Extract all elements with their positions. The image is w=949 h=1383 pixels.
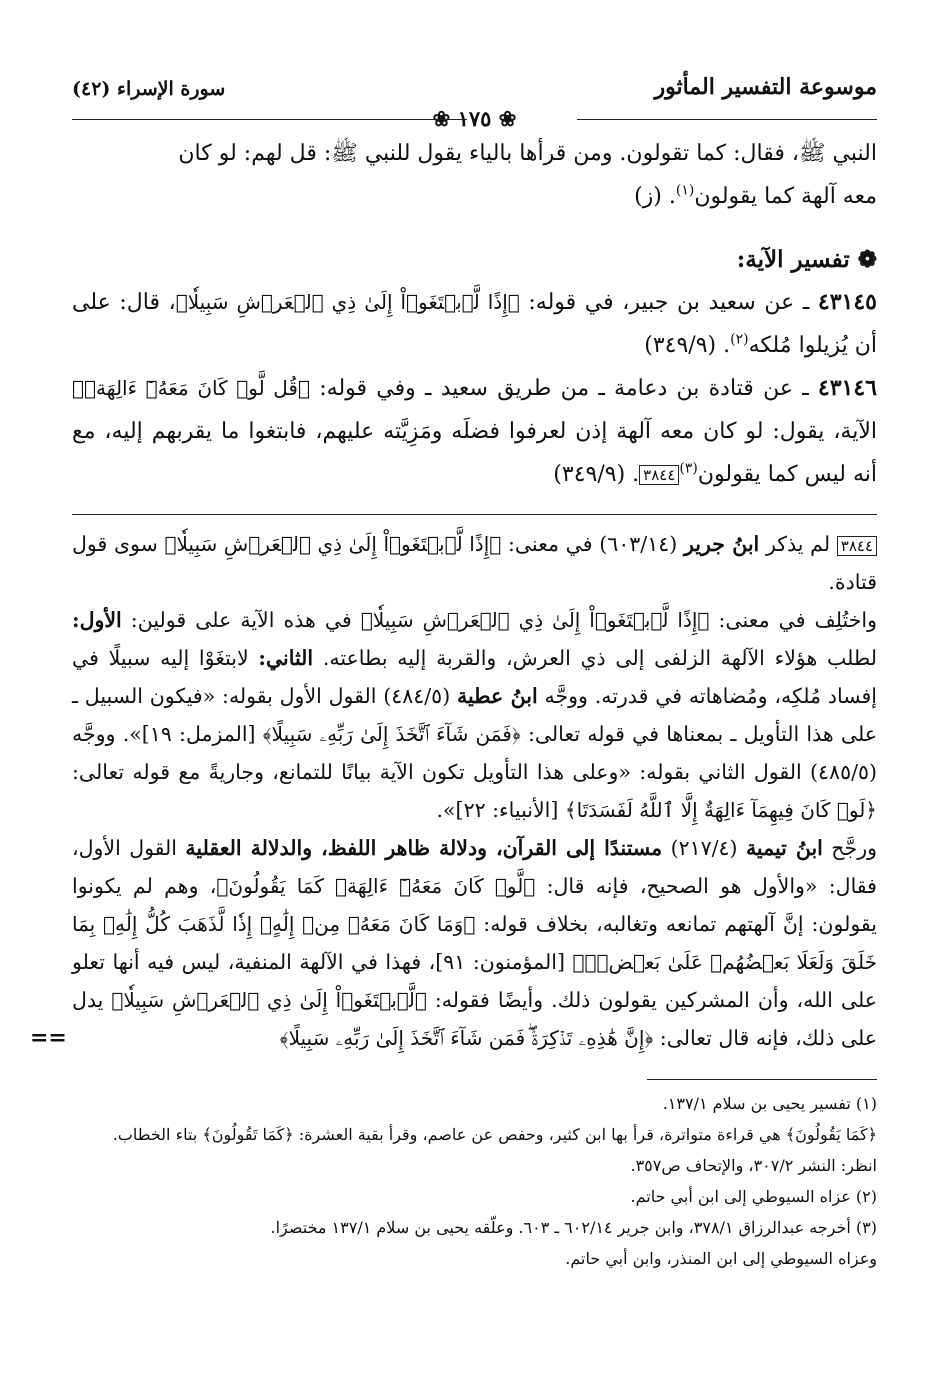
entry-43145 — [72, 281, 877, 367]
comment-p1 — [72, 525, 877, 601]
quran-quote: ﴿فَمَن شَآءَ ٱتَّخَذَ إِلَىٰ رَبِّهِۦ سَبِيلًا﴾ — [262, 722, 521, 746]
header-rule — [72, 106, 877, 132]
comment-ref-box: ٣٨٤٤ — [837, 536, 877, 556]
page-header — [72, 70, 877, 106]
comment-text: [الأنبياء: ٢٢]». — [436, 798, 565, 822]
header-rule-right — [577, 119, 877, 120]
entry-text: ، قال: على أن يُزيلوا مُلكه — [72, 290, 877, 358]
quran-quote: ﴿وَمَا كَانَ مَعَهُۥ مِنۡ إِلَٰهٍۚ إِذٗا لَّذَهَبَ كُلُّ إِلَٰهِۢ بِمَا خَلَقَ وَلَعَلَا بَعۡضُهُمۡ عَلَىٰ بَعۡضٖۚ﴾ — [72, 912, 878, 974]
comment-text: لم يذكر — [759, 532, 837, 556]
comment-text: ، وهم لم يكونوا يقولون: إنَّ آلهتهم تمانعه وتغالبه، بخلاف قوله: — [72, 874, 877, 936]
scholar-name: ابنُ عطية — [457, 684, 538, 708]
page-number: ١٧٥ — [457, 106, 492, 131]
header-rule-left — [72, 119, 467, 120]
intro-text-1: النبي ﷺ، فقال: كما تقولون. ومن قرأها بالياء يقول للنبي ﷺ: قل لهم: لو كان — [178, 141, 877, 166]
entry-text: ـ عن سعيد بن جبير، في قوله: — [519, 290, 818, 315]
comment-text: (٢١٧/٤) — [662, 836, 746, 860]
comment-p2 — [72, 601, 877, 829]
section-title: ❁ تفسير الآية: — [736, 246, 877, 273]
intro-line-1 — [72, 132, 877, 175]
entry-number: ٤٣١٤٥ — [817, 289, 877, 315]
footnote-ref: (٣) — [679, 460, 698, 477]
comment-p3 — [30, 829, 878, 1057]
footnote-ref: (١) — [675, 182, 695, 199]
intro-text-2: معه آلهة كما يقولون — [694, 184, 877, 209]
book-title: موسوعة التفسير المأثور — [654, 74, 877, 100]
scholar-name: ابنُ جرير — [683, 532, 760, 556]
book-page — [30, 70, 878, 1274]
footnote-3-cont: وعزاه السيوطي إلى ابن المنذر، وابن أبي حاتم. — [565, 1249, 877, 1268]
page-number-wrap: ❀ ١٧٥ ❀ — [432, 106, 517, 131]
main-text — [72, 132, 877, 496]
footnote-separator — [647, 1079, 877, 1080]
comment-text: (٤٨٤/٥) القول الأول بقوله: «فيكون السبيل ـ على هذا التأويل ـ بمعناها في قوله تعالى: — [72, 684, 878, 746]
quran-quote: ﴿إِذًا لَّٱبۡتَغَوۡاْ إِلَىٰ ذِي ٱلۡعَرۡشِ سَبِيلٗا﴾ — [175, 290, 520, 314]
comment-text: في هذه الآية على قولين: — [121, 608, 361, 632]
commentary — [30, 525, 878, 1057]
quran-quote: ﴿لَّوۡ كَانَ مَعَهُۥٓ ءَالِهَةٞ كَمَا يَقُولُونَ﴾ — [216, 874, 536, 898]
comment-text: [المزمل: ١٩]». ووجَّه (٤٨٥/٥) القول الثاني بقوله: «وعلى هذا التأويل تكون الآية بيانًا للتمانع، وجاريةً مع قوله تعالى: — [72, 722, 877, 784]
comment-ref-box: ٣٨٤٤ — [639, 465, 679, 485]
footnote-1: (١) تفسير يحيى بن سلام ١٣٧/١. — [662, 1094, 877, 1113]
comment-text: سوى قول قتادة. — [72, 532, 877, 594]
footnotes — [72, 1088, 877, 1274]
entry-text: الآية، يقول: لو كان معه آلهة إذن لعرفوا فضلَه ومَزِيَّته عليهم، فابتغوا ما يقربهم إليه، مع أنه ليس كما يقولون — [72, 419, 877, 487]
entry-text: ـ عن قتادة بن دعامة ـ من طريق سعيد ـ وفي قوله: — [310, 376, 818, 401]
comment-separator — [72, 514, 877, 515]
footnote-ref: (٢) — [730, 331, 749, 348]
quran-quote: ﴿إِنَّ هَٰذِهِۦ تَذۡكِرَةٞۖ فَمَن شَآءَ ٱتَّخَذَ إِلَىٰ رَبِّهِۦ سَبِيلًا﴾ — [279, 1026, 654, 1050]
source-ref: . (٣٤٩/٩) — [644, 333, 731, 358]
comment-text: لطلب هؤلاء الآلهة الزلفى إلى ذي العرش، والقربة إليه بطاعته. — [313, 646, 877, 670]
quran-quote: ﴿قُل لَّوۡ كَانَ مَعَهُۥٓ ءَالِهَةٞ﴾ — [72, 376, 310, 400]
source-ref: . (٣٤٩/٩) — [553, 462, 640, 487]
quran-quote: ﴿إِذًا لَّٱبۡتَغَوۡاْ إِلَىٰ ذِي ٱلۡعَرۡشِ سَبِيلٗا﴾ — [164, 532, 502, 556]
intro-end: . (ز) — [634, 184, 676, 209]
comment-bold: مستندًا إلى القرآن، ودلالة ظاهر اللفظ، والدلالة العقلية — [185, 836, 663, 860]
quran-quote: ﴿لَوۡ كَانَ فِيهِمَآ ءَالِهَةٌ إِلَّا ٱللَّهُ لَفَسَدَتَا﴾ — [564, 798, 877, 822]
intro-line-2 — [72, 175, 877, 218]
comment-text: (٦٠٣/١٤) في معنى: — [501, 532, 684, 556]
continuation-mark: == — [30, 1025, 67, 1051]
comment-text: يدل على ذلك، فإنه قال تعالى: — [72, 988, 877, 1050]
comment-text: القول الأول، فقال: «والأول هو الصحيح، فإنه قال: — [72, 836, 877, 898]
quran-quote: ﴿إِذًا لَّٱبۡتَغَوۡاْ إِلَىٰ ذِي ٱلۡعَرۡشِ سَبِيلٗا﴾ — [360, 608, 710, 632]
entry-number: ٤٣١٤٦ — [817, 375, 877, 401]
comment-text: ورجَّح — [822, 836, 877, 860]
surah-label: سورة الإسراء (٤٢) — [72, 78, 226, 100]
footnote-2: (٢) عزاه السيوطي إلى ابن أبي حاتم. — [630, 1187, 877, 1206]
comment-text: [المؤمنون: ٩١]، فهذا في الآلهة المنفية، ليس فيه أنها تعلو على الله، وأن المشركين يقولون ذلك. وأيضًا فقوله: — [72, 950, 877, 1012]
scholar-name: ابنُ تيمية — [745, 836, 823, 860]
opinion-label: الثاني: — [258, 646, 314, 670]
footnote-1-note: ﴿كَمَا يَقُولُونَ﴾ هي قراءة متواترة، قرأ بها ابن كثير، وحفص عن عاصم، وقرأ بقية العشرة: ﴿كَمَا تَقُولُونَ﴾ بتاء الخطاب. انظر: النشر ٣٠٧/٢، والإتحاف ص٣٥٧. — [112, 1125, 877, 1175]
footnote-3: (٣) أخرجه عبدالرزاق ٣٧٨/١، وابن جرير ٦٠٢/١٤ ـ ٦٠٣. وعلّقه يحيى بن سلام ١٣٧/١ مختصرًا. — [270, 1218, 877, 1237]
comment-text: واختُلِف في معنى: — [709, 608, 878, 632]
quran-quote: ﴿لَّٱبۡتَغَوۡاْ إِلَىٰ ذِي ٱلۡعَرۡشِ سَبِيلٗا﴾ — [111, 988, 427, 1012]
comment-text: لابتغَوْا إليه سبيلًا في إفساد مُلكِه، ومُضاهاته في قدرته. ووجَّه — [72, 646, 877, 708]
entry-43146 — [72, 367, 877, 496]
opinion-label: الأول: — [72, 608, 122, 632]
